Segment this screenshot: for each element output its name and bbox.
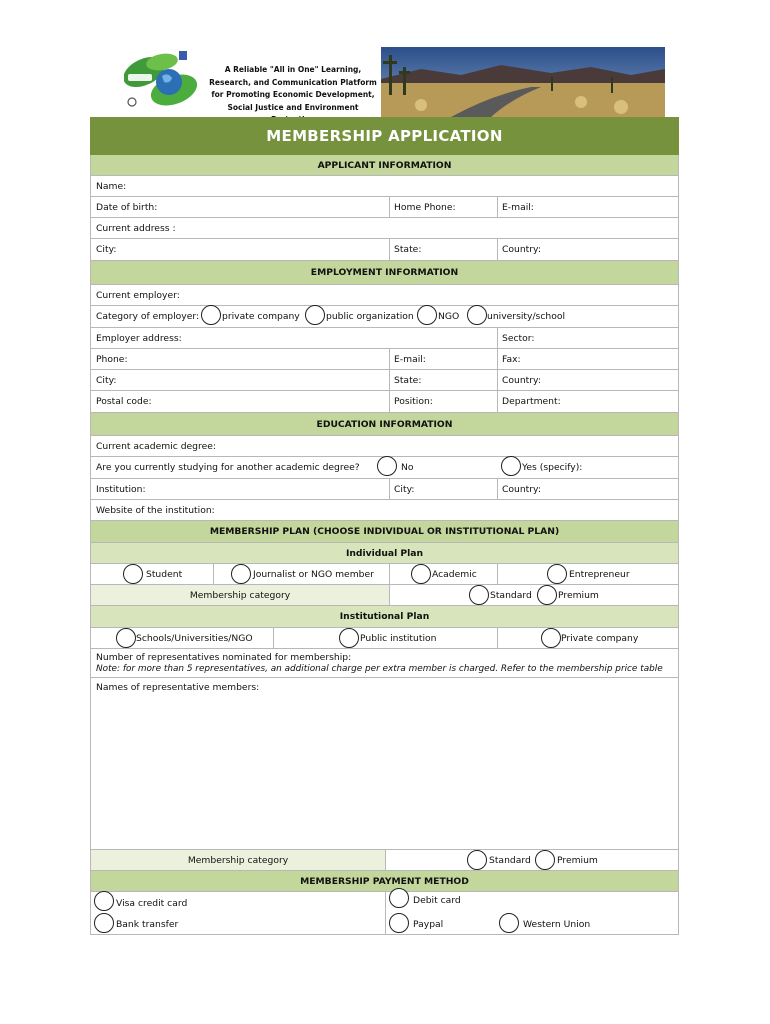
row-studying — [90, 457, 679, 479]
paypal-label: Paypal — [413, 919, 444, 930]
representatives-count-field[interactable]: Number of representatives nominated for membership: — [96, 652, 352, 663]
row-payment-2 — [90, 914, 679, 935]
radio-institutional-premium[interactable] — [535, 850, 555, 870]
row-institutional-category — [90, 850, 679, 871]
subsection-heading: Institutional Plan — [339, 611, 430, 622]
public-organization-label: public organization — [326, 311, 414, 322]
studying-question: Are you currently studying for another academic degree? — [96, 462, 360, 473]
private-company-plan-label: Private company — [561, 633, 639, 644]
row-dob — [90, 197, 679, 218]
studying-yes-label: Yes (specify): — [522, 462, 583, 473]
dob-field[interactable]: Date of birth: — [96, 201, 158, 213]
employer-city-field[interactable]: City: — [96, 374, 117, 386]
organization-logo — [124, 50, 199, 112]
row-name — [90, 176, 679, 197]
academic-degree-field[interactable]: Current academic degree: — [96, 440, 216, 452]
visa-label: Visa credit card — [116, 898, 188, 909]
radio-studying-yes[interactable] — [501, 456, 521, 476]
phone-field[interactable]: Phone: — [96, 353, 128, 365]
radio-debit[interactable] — [389, 888, 409, 908]
employer-state-field[interactable]: State: — [394, 374, 422, 386]
radio-journalist[interactable] — [231, 564, 251, 584]
row-institution — [90, 479, 679, 500]
employer-category-label: Category of employer: — [96, 311, 200, 322]
subsection-individual — [90, 543, 679, 564]
row-postal — [90, 391, 679, 413]
section-education — [90, 413, 679, 436]
radio-individual-standard[interactable] — [469, 585, 489, 605]
membership-category-label: Membership category — [189, 589, 291, 601]
bank-transfer-label: Bank transfer — [116, 919, 179, 930]
representatives-names-field[interactable]: Names of representative members: — [96, 682, 260, 693]
address-field[interactable]: Current address : — [96, 222, 176, 234]
row-payment-1 — [90, 892, 679, 914]
ngo-label: NGO — [438, 311, 460, 322]
private-company-label: private company — [222, 311, 300, 322]
representatives-note: Note: for more than 5 representatives, an additional charge per extra member is charged. Refer to the membership price table — [96, 664, 663, 674]
western-union-label: Western Union — [523, 919, 591, 930]
debit-label: Debit card — [413, 895, 461, 906]
academic-label: Academic — [432, 569, 477, 580]
radio-public-organization[interactable] — [305, 305, 325, 325]
postal-code-field[interactable]: Postal code: — [96, 396, 152, 407]
section-applicant — [90, 155, 679, 176]
membership-category-label-2: Membership category — [187, 854, 289, 866]
section-employment — [90, 261, 679, 285]
student-label: Student — [146, 569, 183, 580]
radio-individual-premium[interactable] — [537, 585, 557, 605]
state-field[interactable]: State: — [394, 244, 422, 255]
row-representatives-count — [90, 649, 679, 678]
radio-university[interactable] — [467, 305, 487, 325]
row-employer-city — [90, 370, 679, 391]
email-field[interactable]: E-mail: — [502, 201, 534, 213]
section-heading: EMPLOYMENT INFORMATION — [310, 267, 459, 278]
row-individual-category — [90, 585, 679, 606]
premium-label: Premium — [558, 590, 599, 601]
row-city — [90, 239, 679, 261]
employer-address-field[interactable]: Employer address: — [96, 332, 182, 344]
standard-label: Standard — [490, 590, 532, 601]
section-heading: EDUCATION INFORMATION — [316, 418, 453, 430]
row-website — [90, 500, 679, 521]
position-field[interactable]: Position: — [394, 396, 433, 407]
row-employer-category — [90, 306, 679, 328]
landscape-photo — [381, 47, 665, 117]
row-individual-options — [90, 564, 679, 585]
radio-academic[interactable] — [411, 564, 431, 584]
section-payment — [90, 871, 679, 892]
radio-private-company-plan[interactable] — [541, 628, 561, 648]
city-field[interactable]: City: — [96, 244, 117, 255]
country-field[interactable]: Country: — [502, 244, 541, 255]
subsection-institutional — [90, 606, 679, 628]
radio-bank-transfer[interactable] — [94, 913, 114, 933]
employer-country-field[interactable]: Country: — [502, 374, 541, 386]
department-field[interactable]: Department: — [502, 396, 561, 407]
radio-public-institution[interactable] — [339, 628, 359, 648]
row-representatives-names — [90, 678, 679, 850]
journalist-label: Journalist or NGO member — [253, 569, 374, 580]
fax-field[interactable]: Fax: — [502, 353, 521, 365]
radio-visa[interactable] — [94, 891, 114, 911]
institution-website-field[interactable]: Website of the institution: — [96, 504, 215, 516]
home-phone-field[interactable]: Home Phone: — [394, 201, 456, 213]
row-phone — [90, 349, 679, 370]
name-field[interactable]: Name: — [96, 180, 127, 192]
row-institutional-options — [90, 628, 679, 649]
standard-label-2: Standard — [489, 855, 531, 866]
employer-field[interactable]: Current employer: — [96, 289, 180, 301]
section-membership-plan — [90, 521, 679, 543]
entrepreneur-label: Entrepreneur — [569, 569, 630, 580]
sector-field[interactable]: Sector: — [502, 332, 535, 344]
form-title: MEMBERSHIP APPLICATION — [90, 117, 679, 155]
premium-label-2: Premium — [557, 855, 598, 866]
radio-schools[interactable] — [116, 628, 136, 648]
studying-no-label: No — [401, 462, 414, 473]
institution-city-field[interactable]: City: — [394, 483, 415, 495]
university-label: university/school — [487, 311, 565, 322]
radio-paypal[interactable] — [389, 913, 409, 933]
public-institution-label: Public institution — [360, 633, 437, 644]
section-heading: MEMBERSHIP PLAN (CHOOSE INDIVIDUAL OR INSTITUTIONAL PLAN) — [209, 526, 560, 537]
section-heading: MEMBERSHIP PAYMENT METHOD — [300, 875, 469, 887]
tagline: A Reliable "All in One" Learning, Research, and Communication Platform for Promoting Economic Development, Social Justice and Environment — [209, 65, 377, 112]
section-heading: APPLICANT INFORMATION — [317, 159, 452, 171]
institution-field[interactable]: Institution: — [96, 483, 146, 495]
radio-studying-no[interactable] — [377, 456, 397, 476]
row-degree — [90, 436, 679, 457]
employer-email-field[interactable]: E-mail: — [394, 353, 426, 365]
row-employer — [90, 285, 679, 306]
radio-entrepreneur[interactable] — [547, 564, 567, 584]
row-employer-address — [90, 328, 679, 349]
row-address — [90, 218, 679, 239]
radio-western-union[interactable] — [499, 913, 519, 933]
radio-ngo[interactable] — [417, 305, 437, 325]
radio-private-company[interactable] — [201, 305, 221, 325]
radio-institutional-standard[interactable] — [467, 850, 487, 870]
radio-student[interactable] — [123, 564, 143, 584]
schools-label: Schools/Universities/NGO — [136, 633, 253, 644]
institution-country-field[interactable]: Country: — [502, 483, 541, 495]
subsection-heading: Individual Plan — [345, 547, 424, 559]
